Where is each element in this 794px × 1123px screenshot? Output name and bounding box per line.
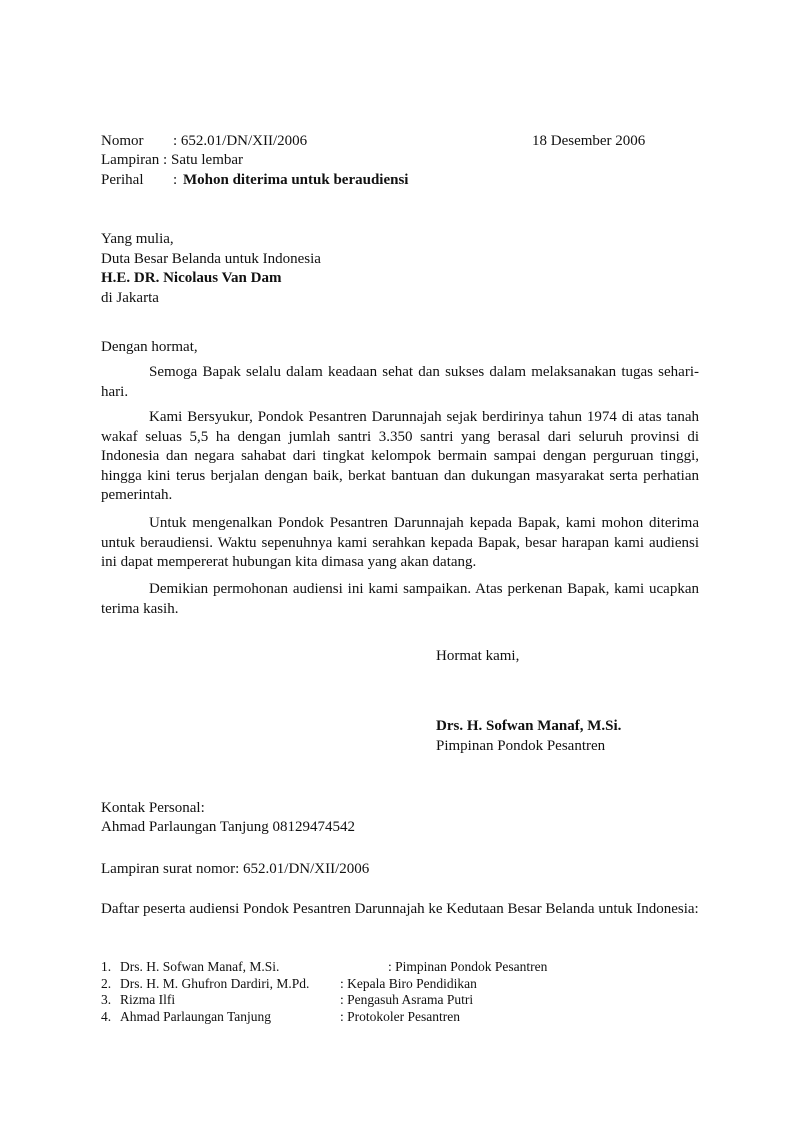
lampiran-line: Lampiran : Satu lembar [101, 152, 244, 168]
nomor-value: : 652.01/DN/XII/2006 [173, 133, 308, 149]
participant-name: Rizma Ilfi [120, 992, 176, 1007]
paragraph-2: Kami Bersyukur, Pondok Pesantren Darunnajah sejak berdirinya tahun 1974 di atas tanah wakaf seluas 5,5 ha dengan jumlah santri 3.350 santri yang berasal dari seluruh provinsi di Indonesia dan negara sahabat dari tingkat kelompok bermain sampai dengan perguruan tinggi, hingga kini terus berjalan dengan baik, berkat bantuan dan dukungan masyarakat serta perhatian pemerintah. [101, 409, 699, 503]
paragraph-1: Semoga Bapak selalu dalam keadaan sehat dan sukses dalam melaksanakan tugas sehari-hari. [101, 364, 699, 400]
participant-name: Drs. H. Sofwan Manaf, M.Si. [120, 959, 280, 974]
closing-greeting: Hormat kami, [436, 648, 520, 664]
perihal-colon: : [173, 172, 178, 188]
perihal-label: Perihal [101, 172, 144, 188]
participant-name: Ahmad Parlaungan Tanjung [120, 1009, 272, 1024]
participant-no: 4. [101, 1009, 112, 1024]
recipient-city: di Jakarta [101, 290, 159, 306]
letter-date: 18 Desember 2006 [532, 133, 646, 149]
attachment-intro: Daftar peserta audiensi Pondok Pesantren Darunnajah ke Kedutaan Besar Belanda untuk Indonesia: [101, 901, 699, 917]
participant-role: : Kepala Biro Pendidikan [340, 976, 477, 991]
signer-position: Pimpinan Pondok Pesantren [436, 738, 606, 754]
attachment-title: Lampiran surat nomor: 652.01/DN/XII/2006 [101, 861, 370, 877]
participant-role: : Protokoler Pesantren [340, 1009, 460, 1024]
participant-no: 1. [101, 959, 112, 974]
signer-name: Drs. H. Sofwan Manaf, M.Si. [436, 718, 622, 734]
contact-person: Ahmad Parlaungan Tanjung 08129474542 [101, 819, 356, 835]
recipient-line-1: Yang mulia, [101, 231, 174, 247]
perihal-value: Mohon diterima untuk beraudiensi [183, 172, 409, 188]
salutation: Dengan hormat, [101, 339, 198, 355]
paragraph-4: Demikian permohonan audiensi ini kami sampaikan. Atas perkenan Bapak, kami ucapkan terima kasih. [101, 581, 699, 617]
recipient-line-2: Duta Besar Belanda untuk Indonesia [101, 251, 321, 267]
paragraph-3: Untuk mengenalkan Pondok Pesantren Darunnajah kepada Bapak, kami mohon diterima untuk beraudiensi. Waktu sepenuhnya kami serahkan kepada Bapak, besar harapan kami audiensi ini dapat mempererat hubungan kita dimasa yang akan datang. [101, 515, 699, 570]
nomor-label: Nomor [101, 133, 144, 149]
participant-role: : Pimpinan Pondok Pesantren [388, 959, 548, 974]
participant-no: 2. [101, 976, 112, 991]
participant-no: 3. [101, 992, 112, 1007]
participant-name: Drs. H. M. Ghufron Dardiri, M.Pd. [120, 976, 310, 991]
contact-label: Kontak Personal: [101, 800, 205, 816]
participant-role: : Pengasuh Asrama Putri [340, 992, 474, 1007]
recipient-name: H.E. DR. Nicolaus Van Dam [101, 270, 282, 286]
